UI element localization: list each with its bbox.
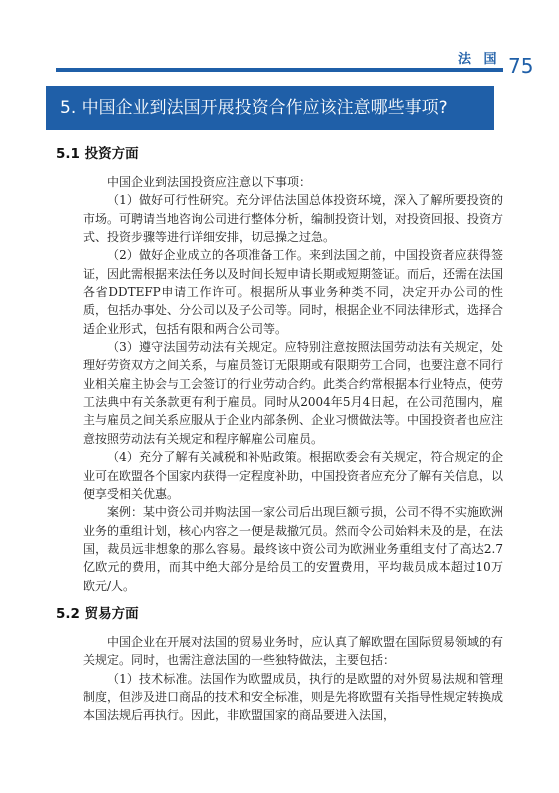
header-country-label: 法 国 xyxy=(458,52,501,67)
page-number: 75 xyxy=(508,54,534,78)
chapter-title: 5. 中国企业到法国开展投资合作应该注意哪些事项? xyxy=(60,98,448,118)
paragraph: （1）技术标准。法国作为欧盟成员，执行的是欧盟的对外贸易法规和管理制度，但涉及进口商品的技术和安全标准，则是先将欧盟有关指导性规定转换成本国法规后再执行。因此，非欧盟国家的商品要进入法国， xyxy=(83,671,504,723)
paragraph: （1）做好可行性研究。充分评估法国总体投资环境，深入了解所要投资的市场。可聘请当地咨询公司进行整体分析，编制投资计划，对投资回报、投资方式、投资步骤等进行详细安排，切忌操之过急。 xyxy=(83,193,504,245)
paragraph: 中国企业在开展对法国的贸易业务时，应认真了解欧盟在国际贸易领域的有关规定。同时，也需注意法国的一些独特做法，主要包括： xyxy=(83,635,504,668)
header-rule xyxy=(56,68,503,72)
paragraph: （3）遵守法国劳动法有关规定。应特别注意按照法国劳动法有关规定，处理好劳资双方之间关系，与雇员签订无限期或有限期劳工合同，也要注意不同行业相关雇主协会与工会签订的行业劳动合约。此类合约常根据本行业特点，使劳工法典中有关条款更有利于雇员。同时从2004年5月4日起，在公司范围内，雇主与雇员之间关系应服从于企业内部条例、企业习惯做法等。中国投资者也应注意按照劳动法有关规定和程序解雇公司雇员。 xyxy=(83,340,504,446)
section-body-trade xyxy=(83,633,503,725)
chapter-title-bar xyxy=(46,86,494,130)
section-heading-trade: 5.2 贸易方面 xyxy=(56,606,139,622)
section-body-investment xyxy=(83,173,503,595)
paragraph: （4）充分了解有关减税和补贴政策。根据欧委会有关规定，符合规定的企业可在欧盟各个国家内获得一定程度补助，中国投资者应充分了解有关信息，以便享受相关优惠。 xyxy=(83,450,504,501)
paragraph: 案例：某中资公司并购法国一家公司后出现巨额亏损，公司不得不实施欧洲业务的重组计划，核心内容之一便是裁撤冗员。然而令公司始料未及的是，在法国，裁员远非想象的那么容易。最终该中资公司为欧洲业务重组支付了高达2.7亿欧元的费用，而其中绝大部分是给员工的安置费用，平均裁员成本超过10万欧元/人。 xyxy=(83,505,504,593)
paragraph: 中国企业到法国投资应注意以下事项： xyxy=(107,175,312,189)
section-heading-investment: 5.1 投资方面 xyxy=(56,146,139,162)
paragraph: （2）做好企业成立的各项准备工作。来到法国之前，中国投资者应获得签证，因此需根据来法任务以及时间长短申请长期或短期签证。而后，还需在法国各省DDTEFP申请工作许可。根据所从事业务种类不同，决定开办公司的性质，包括办事处、分公司以及子公司等。同时，根据企业不同法律形式，选择合适企业形式，包括有限和两合公司等。 xyxy=(83,248,504,336)
